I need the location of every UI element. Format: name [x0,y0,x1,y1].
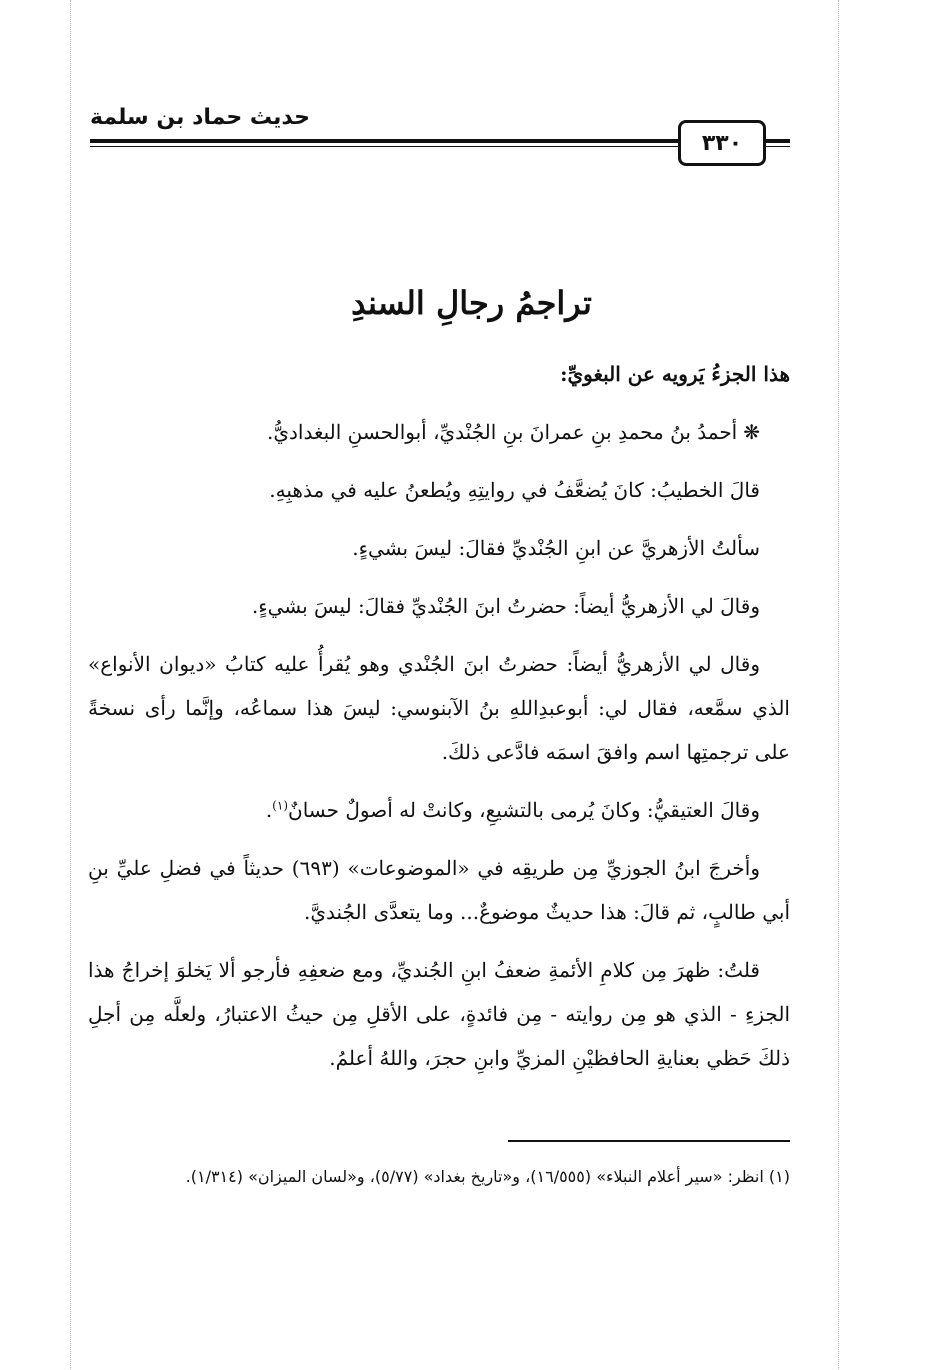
footnote: (١) انظر: «سير أعلام النبلاء» (١٦/٥٥٥)، و«تاريخ بغداد» (٥/٧٧)، و«لسان الميزان» (١/٣١٤). [185,1167,790,1186]
paragraph-azhari-3: وقال لي الأزهريُّ أيضاً: حضرتُ ابنَ الجُنْدي وهو يُقرأُ عليه كتابُ «ديوان الأنواع» الذي سمَّعه، فقال لي: أبوعبدِاللهِ بنُ الآبنوسي: ليسَ هذا سماعُه، وإنَّما رأى نسخةً على ترجمتِها اسم وافقَ اسمَه فادَّعى ذلكَ. [88,652,790,764]
scan-margin-line-right [838,0,839,1370]
paragraph-ibn-al-jawzi: وأخرجَ ابنُ الجوزيِّ مِن طريقِه في «الموضوعات» (٦٩٣) حديثاً في فضلِ عليِّ بنِ أبي طالبٍ، ثم قالَ: هذا حديثٌ موضوعٌ... وما يتعدَّى الجُنديَّ. [88,856,790,924]
intro-paragraph: هذا الجزءُ يَرويه عن البغويِّ: [560,362,790,386]
scan-margin-line-left [70,0,71,1370]
paragraph-azhari-1: سألتُ الأزهريَّ عن ابنِ الجُنْديِّ فقالَ: ليسَ بشيءٍ. [352,536,760,560]
section-title: تراجمُ رجالِ السندِ [351,284,592,322]
subject-name: أحمدُ بنُ محمدِ بنِ عمرانَ بنِ الجُنْديِّ، أبوالحسنِ البغداديُّ. [266,420,738,444]
footnote-reference: (١) [272,798,288,813]
paragraph-ateeqi [88,788,790,832]
asterisk-marker: ❋ [743,420,760,444]
paragraph-conclusion: قلتُ: ظهرَ مِن كلامِ الأئمةِ ضعفُ ابنِ الجُنديِّ، ومع ضعفِهِ فأرجو ألا يَخلوَ إخراجُ هذا الجزءِ - الذي هو مِن روايته - مِن فائدةٍ، على الأقلِ مِن حيثُ الاعتبارُ، ولعلَّه مِن أجلِ ذلكَ حَظي بعنايةِ الحافظيْنِ المزيِّ وابنِ حجرَ، واللهُ أعلمُ. [88,958,790,1070]
paragraph-azhari-2: وقالَ لي الأزهريُّ أيضاً: حضرتُ ابنَ الجُنْديِّ فقالَ: ليسَ بشيءٍ. [251,594,760,618]
paragraph-khatib: قالَ الخطيبُ: كانَ يُضعَّفُ في روايتِهِ ويُطعنُ عليه في مذهبِهِ. [269,478,760,502]
ateeqi-text: وقالَ العتيقيُّ: وكانَ يُرمى بالتشيعِ، وكانتْ له أصولٌ حسانٌ [288,798,760,822]
footnote-rule [508,1140,790,1142]
subject-paragraph [88,410,790,454]
page-number: ٣٣٠ [678,120,766,166]
body-text [88,352,790,1094]
running-title: حديث حماد بن سلمة [89,105,310,130]
ateeqi-end: . [265,798,273,822]
